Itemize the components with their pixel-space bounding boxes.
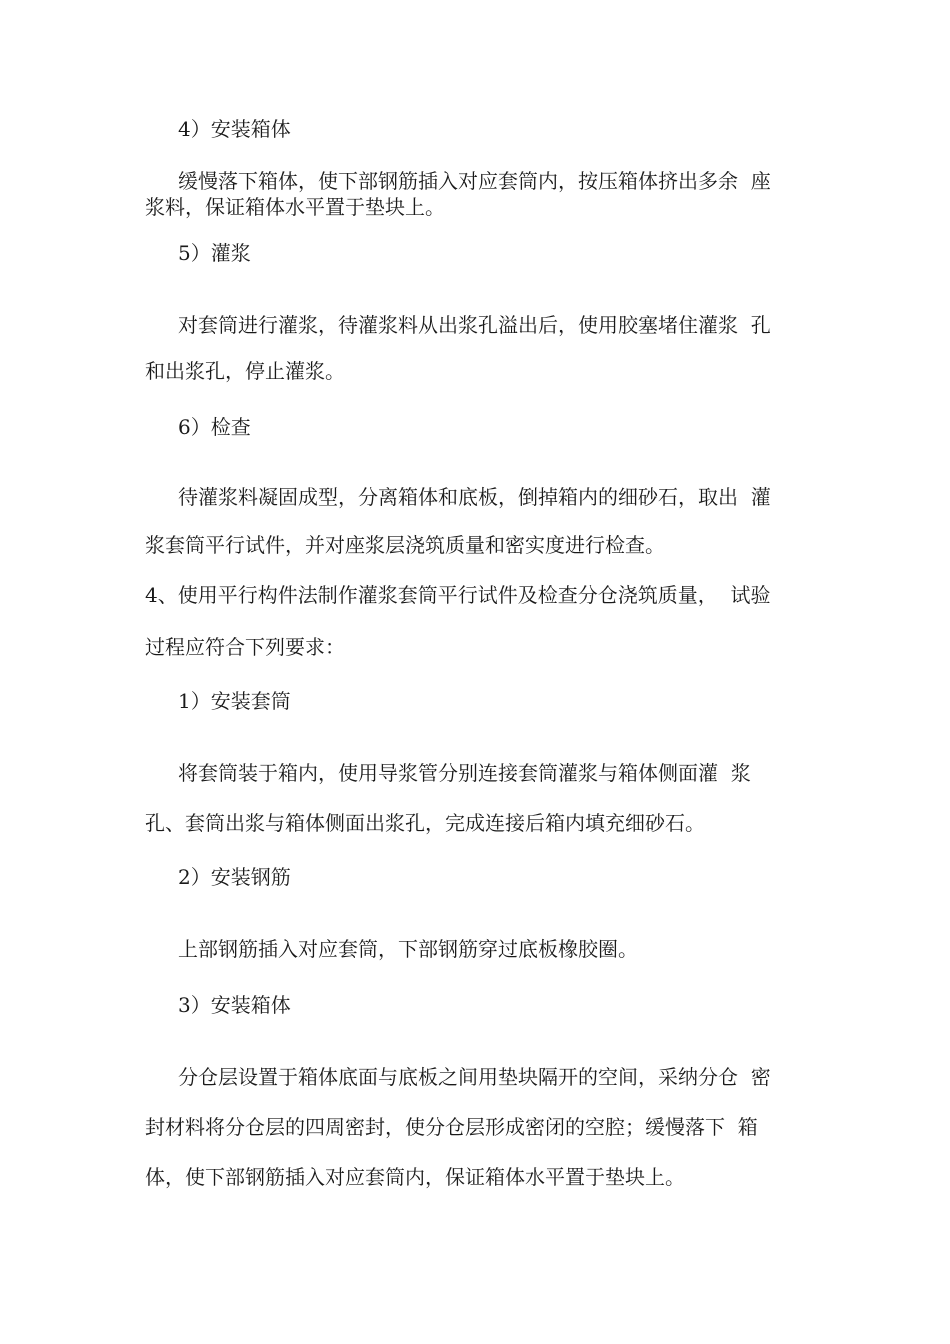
step-5-heading: 5）灌浆 — [178, 241, 251, 265]
step-4-heading: 4）安装箱体 — [178, 117, 291, 141]
paragraph-line: 孔、套筒出浆与箱体侧面出浆孔，完成连接后箱内填充细砂石。 — [145, 811, 705, 835]
paragraph-line: 浆套筒平行试件，并对座浆层浇筑质量和密实度进行检查。 — [145, 533, 665, 557]
paragraph-line: 和出浆孔，停止灌浆。 — [145, 359, 345, 383]
step-2-heading: 2）安装钢筋 — [178, 865, 291, 889]
step-3-heading: 3）安装箱体 — [178, 993, 291, 1017]
paragraph-line: 缓慢落下箱体，使下部钢筋插入对应套筒内，按压箱体挤出多余 座 — [178, 169, 771, 193]
step-1-heading: 1）安装套筒 — [178, 689, 291, 713]
paragraph-line: 体，使下部钢筋插入对应套筒内，保证箱体水平置于垫块上。 — [145, 1165, 685, 1189]
paragraph-line: 浆料，保证箱体水平置于垫块上。 — [145, 195, 445, 219]
paragraph-line: 待灌浆料凝固成型，分离箱体和底板，倒掉箱内的细砂石，取出 灌 — [178, 485, 771, 509]
section-4-heading: 4、使用平行构件法制作灌浆套筒平行试件及检查分仓浇筑质量， 试验 — [145, 583, 771, 607]
paragraph-line: 上部钢筋插入对应套筒，下部钢筋穿过底板橡胶圈。 — [178, 937, 638, 961]
step-6-heading: 6）检查 — [178, 415, 251, 439]
paragraph-line: 对套筒进行灌浆，待灌浆料从出浆孔溢出后，使用胶塞堵住灌浆 孔 — [178, 313, 771, 337]
paragraph-line: 封材料将分仓层的四周密封，使分仓层形成密闭的空腔；缓慢落下 箱 — [145, 1115, 758, 1139]
paragraph-line: 过程应符合下列要求： — [145, 635, 345, 659]
paragraph-line: 将套筒装于箱内，使用导浆管分别连接套筒灌浆与箱体侧面灌 浆 — [178, 761, 751, 785]
paragraph-line: 分仓层设置于箱体底面与底板之间用垫块隔开的空间，采纳分仓 密 — [178, 1065, 771, 1089]
